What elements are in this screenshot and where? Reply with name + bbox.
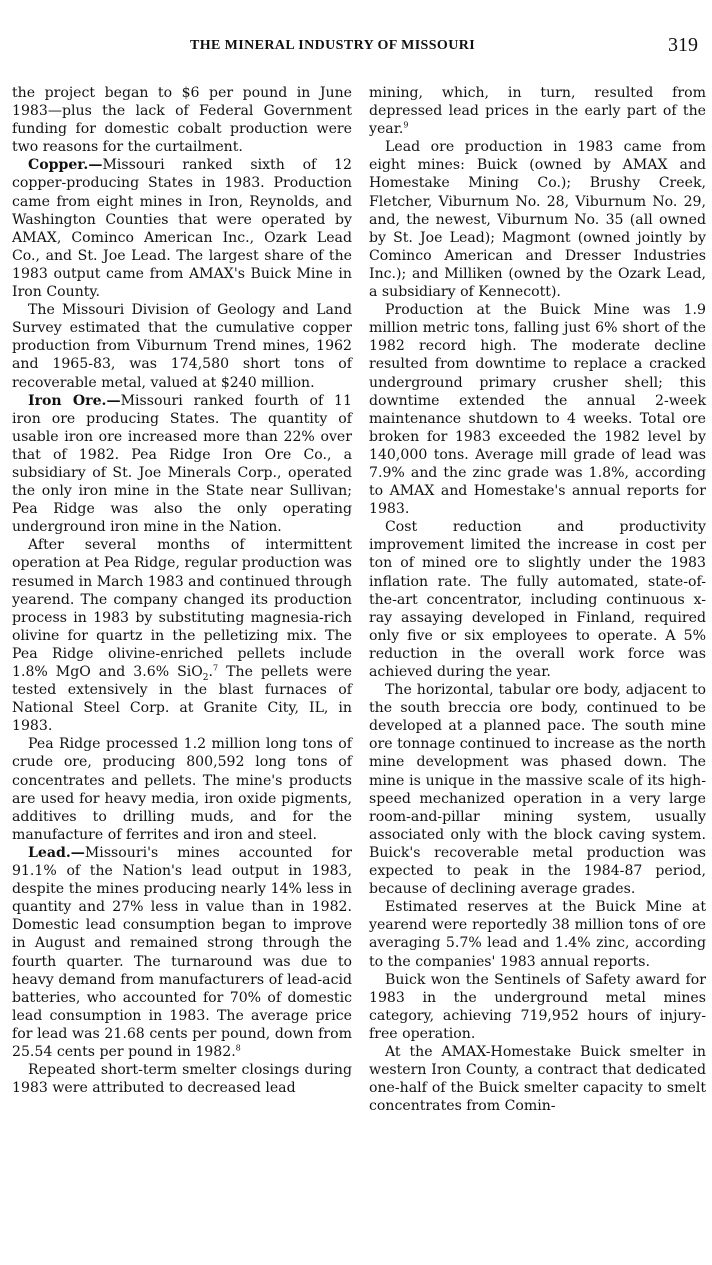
paragraph: Buick won the Sentinels of Safety award for 1983 in the underground metal mines category, achieving 719,952 hours of injury-free operation. [369, 971, 706, 1042]
paragraph: The horizontal, tabular ore body, adjacent to the south breccia ore body, continued to be developed at a planned pace. The south mine ore tonnage continued to increase as the north mine development was phased down. The mine is unique in the massive scale of its high-speed mechanized operation in a very large room-and-pillar mining system, usually associated only with the block caving system. Buick's recoverable metal production was expected to peak in the 1984-87 period, because of declining average grades. [369, 682, 706, 898]
paragraph: Estimated reserves at the Buick Mine at yearend were reportedly 38 million tons of ore averaging 5.7% lead and 1.4% zinc, according to the companies' 1983 annual reports. [369, 899, 706, 970]
right-column [369, 84, 706, 1115]
page-number: 319 [668, 34, 698, 56]
paragraph [369, 84, 706, 138]
paragraph: Repeated short-term smelter closings during 1983 were attributed to decreased lead [12, 1062, 352, 1097]
paragraph-text: The pellets were tested extensively in the blast furnaces of National Steel Corp. at Granite City, IL, in 1983. [12, 664, 352, 735]
page-header [0, 36, 712, 60]
paragraph: Lead ore production in 1983 came from eight mines: Buick (owned by AMAX and Homestake Mining Co.); Brushy Creek, Fletcher, Viburnum No. 28, Viburnum No. 29, and, the newest, Viburnum No. 35 (all owned by St. Joe Lead); Magmont (owned jointly by Cominco American and Dresser Industries Inc.); and Milliken (owned by the Ozark Lead, a subsidiary of Kennecott). [369, 139, 706, 301]
paragraph-text: Missouri ranked fourth of 11 iron ore producing States. The quantity of usable iron ore increased more than 22% over that of 1982. Pea Ridge Iron Ore Co., a subsidiary of St. Joe Minerals Corp., operated the only iron mine in the State near Sullivan; Pea Ridge was also the only operating underground iron mine in the Nation. [12, 392, 352, 536]
paragraph-iron-ore [12, 392, 352, 537]
section-heading-lead: Lead.— [28, 844, 85, 861]
paragraph: Production at the Buick Mine was 1.9 million metric tons, falling just 6% short of the 1982 record high. The moderate decline resulted from downtime to replace a cracked underground primary crusher shell; this downtime extended the annual 2-week maintenance shutdown to 4 weeks. Total ore broken for 1983 exceeded the 1982 level by 140,000 tons. Average mill grade of lead was 7.9% and the zinc grade was 1.8%, according to AMAX and Homestake's annual reports for 1983. [369, 302, 706, 518]
footnote-ref: 7 [213, 663, 219, 673]
paragraph: Pea Ridge processed 1.2 million long tons of crude ore, producing 800,592 long tons of concentrates and pellets. The mine's products are used for heavy media, iron oxide pigments, additives to drilling muds, and for the manufacture of ferrites and iron and steel. [12, 736, 352, 843]
paragraph-lead [12, 844, 352, 1061]
paragraph: the project began to $6 per pound in June 1983—plus the lack of Federal Government funding for domestic cobalt production were two reasons for the curtailment. [12, 85, 352, 156]
paragraph: Cost reduction and productivity improvement limited the increase in cost per ton of mined ore to slightly under the 1983 inflation rate. The fully automated, state-of-the-art concentrator, including continuous x-ray assaying developed in Finland, required only five or six employees to operate. A 5% reduction in the overall work force was achieved during the year. [369, 519, 706, 680]
footnote-ref: 9 [403, 120, 409, 130]
running-title: THE MINERAL INDUSTRY OF MISSOURI [190, 38, 476, 53]
section-heading-iron-ore: Iron Ore.— [28, 392, 121, 409]
paragraph-text: After several months of intermittent operation at Pea Ridge, regular production was resumed in March 1983 and continued through yearend. The company changed its production process in 1983 by substituting magnesia-rich olivine for quartz in the pelletizing mix. The Pea Ridge olivine-enriched pellets include 1.8% MgO and 3.6% SiO [12, 537, 352, 680]
paragraph: After several months of intermittent operation at Pea Ridge, regular production was resumed in March 1983 and continued through yearend. The company changed its production process in 1983 by substituting magnesia-rich olivine for quartz in the pelletizing mix. The Pea Ridge olivine-enriched pellets include 1.8% MgO and 3.6% SiO$_2$.$^7$ The pellets were tested extensively in the blast furnaces of National Steel Corp. at Granite City, IL, in 1983. [12, 537, 352, 735]
footnote-ref: 8 [235, 1043, 241, 1053]
paragraph: The Missouri Division of Geology and Land Survey estimated that the cumulative copper production from Viburnum Trend mines, 1962 and 1965-83, was 174,580 short tons of recoverable metal, valued at $240 million. [12, 302, 352, 391]
paragraph-text: Missouri's mines accounted for 91.1% of the Nation's lead output in 1983, despite the mines producing nearly 14% less in quantity and 27% less in value than in 1982. Domestic lead consumption began to improve in August and remained strong through the fourth quarter. The turnaround was due to heavy demand from manufacturers of lead-acid batteries, who accounted for 70% of domestic lead consumption in 1983. The average price for lead was 21.68 cents per pound, down from 25.54 cents per pound in 1982. [12, 844, 352, 1060]
left-column [12, 84, 352, 1097]
paragraph-text: Missouri ranked sixth of 12 copper-producing States in 1983. Production came from eight mines in Iron, Reynolds, and Washington Counties that were operated by AMAX, Cominco American Inc., Ozark Lead Co., and St. Joe Lead. The largest share of the 1983 output came from AMAX's Buick Mine in Iron County. [12, 157, 352, 301]
paragraph-text: mining, which, in turn, resulted from depressed lead prices in the early part of the year. [369, 85, 706, 138]
section-heading-copper: Copper.— [28, 157, 103, 174]
paragraph: At the AMAX-Homestake Buick smelter in western Iron County, a contract that dedicated one-half of the Buick smelter capacity to smelt concentrates from Comin- [369, 1043, 706, 1115]
subscript: 2 [202, 672, 209, 683]
paragraph-copper [12, 156, 352, 301]
